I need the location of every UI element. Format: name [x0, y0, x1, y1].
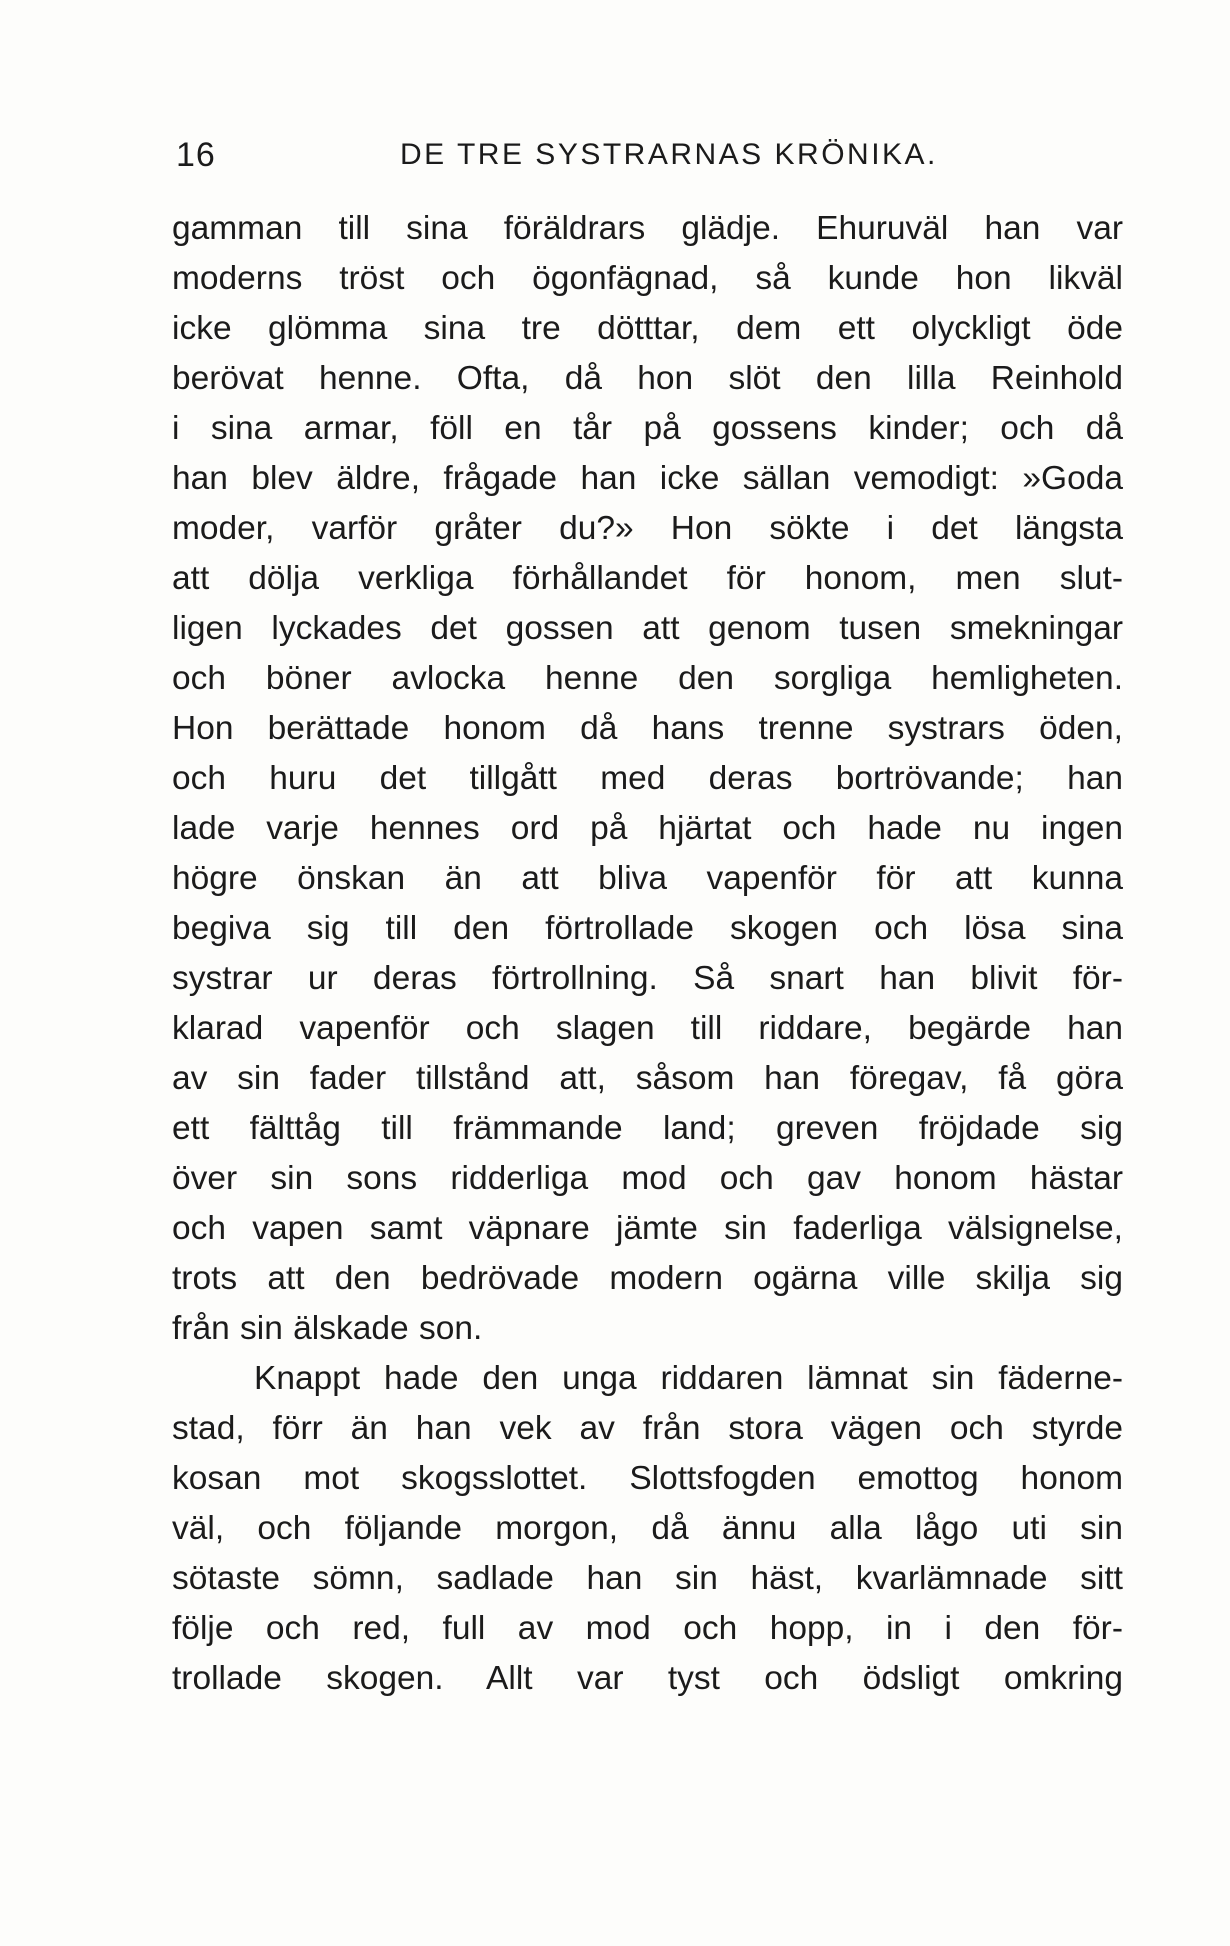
text-line: sötaste sömn, sadlade han sin häst, kvarlämnade sitt — [172, 1560, 1123, 1597]
text-line: icke glömma sina tre dötttar, dem ett olyckligt öde — [172, 310, 1123, 347]
text-line: stad, förr än han vek av från stora vägen och styrde — [172, 1410, 1123, 1447]
text-line: ligen lyckades det gossen att genom tusen smekningar — [172, 610, 1123, 647]
text-line: han blev äldre, frågade han icke sällan vemodigt: »Goda — [172, 460, 1123, 497]
text-line: och vapen samt väpnare jämte sin faderliga välsignelse, — [172, 1210, 1123, 1247]
text-line: väl, och följande morgon, då ännu alla lågo uti sin — [172, 1510, 1123, 1547]
text-line: lade varje hennes ord på hjärtat och hade nu ingen — [172, 810, 1123, 847]
page-header — [172, 132, 1123, 178]
text-line: att dölja verkliga förhållandet för honom, men slut- — [172, 560, 1123, 597]
text-line: följe och red, full av mod och hopp, in i den för- — [172, 1610, 1123, 1647]
text-line: trots att den bedrövade modern ogärna ville skilja sig — [172, 1260, 1123, 1297]
text-line: av sin fader tillstånd att, såsom han föregav, få göra — [172, 1060, 1123, 1097]
text-line: begiva sig till den förtrollade skogen och lösa sina — [172, 910, 1123, 947]
running-title: DE TRE SYSTRARNAS KRÖNIKA. — [400, 138, 938, 171]
text-line: gamman till sina föräldrars glädje. Ehuruväl han var — [172, 210, 1123, 247]
text-line: Hon berättade honom då hans trenne systrars öden, — [172, 710, 1123, 747]
text-line: kosan mot skogsslottet. Slottsfogden emottog honom — [172, 1460, 1123, 1497]
text-line: över sin sons ridderliga mod och gav honom hästar — [172, 1160, 1123, 1197]
page-number: 16 — [176, 136, 216, 174]
text-line: och böner avlocka henne den sorgliga hemligheten. — [172, 660, 1123, 697]
text-line: trollade skogen. Allt var tyst och ödsligt omkring — [172, 1660, 1123, 1697]
text-line: systrar ur deras förtrollning. Så snart han blivit för- — [172, 960, 1123, 997]
text-line: moder, varför gråter du?» Hon sökte i det längsta — [172, 510, 1123, 547]
text-line: klarad vapenför och slagen till riddare, begärde han — [172, 1010, 1123, 1047]
paragraph-start-line: Knappt hade den unga riddaren lämnat sin fäderne- — [254, 1360, 1123, 1397]
text-line: ett fälttåg till främmande land; greven fröjdade sig — [172, 1110, 1123, 1147]
text-line: moderns tröst och ögonfägnad, så kunde hon likväl — [172, 260, 1123, 297]
text-line: högre önskan än att bliva vapenför för att kunna — [172, 860, 1123, 897]
paragraph-end-line: från sin älskade son. — [172, 1310, 483, 1347]
text-line: och huru det tillgått med deras bortrövande; han — [172, 760, 1123, 797]
text-line: berövat henne. Ofta, då hon slöt den lilla Reinhold — [172, 360, 1123, 397]
text-line: i sina armar, föll en tår på gossens kinder; och då — [172, 410, 1123, 447]
body-text — [172, 204, 1123, 1704]
